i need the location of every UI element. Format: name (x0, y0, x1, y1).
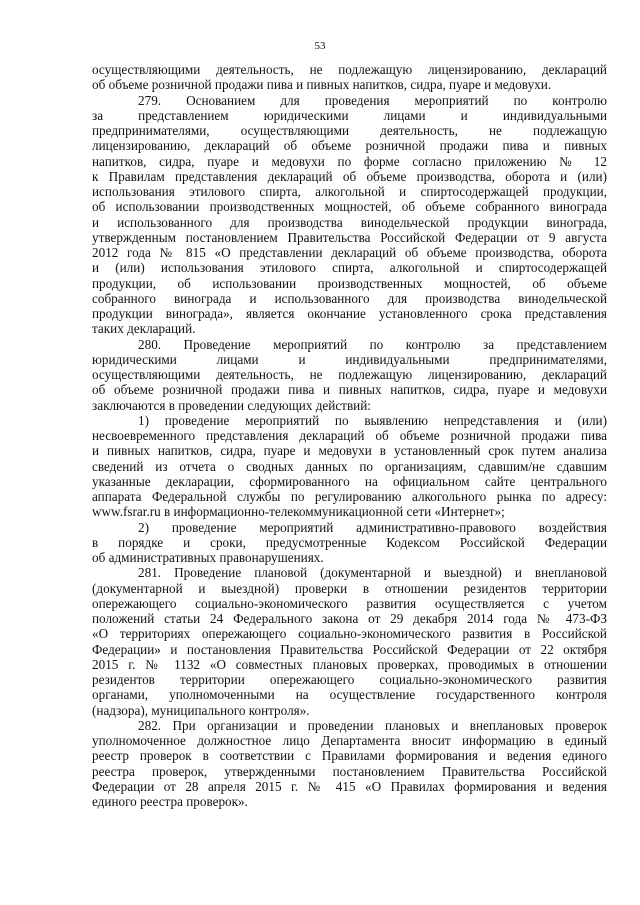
text-line: юридическими лицами и индивидуальными предпринимателями, (92, 351, 607, 367)
text-line: 2015 г. № 1132 «О совместных плановых проверках, проводимых в отношении (92, 656, 607, 672)
text-line: лицензированию, деклараций об объеме розничной продажи пива и пивных (92, 138, 607, 154)
text-line: www.fsrar.ru в информационно-телекоммуникационной сети «Интернет»; (92, 504, 505, 520)
text-line: напитков, сидра, пуаре и медовухи по форме согласно приложению № 12 (92, 153, 607, 169)
text-line: и (или) использования этилового спирта, алкогольной и спиртосодержащей (92, 260, 607, 276)
text-line: и использованного для производства винодельческой продукции винограда, (92, 214, 607, 230)
text-line: и пивных напитков, сидра, пуаре и медовухи в установленный срок путем анализа (92, 443, 607, 459)
text-line: к Правилам представления деклараций об объеме производства, оборота и (или) (92, 168, 607, 184)
text-line: (документарной и выездной) проверки в отношении резидентов территории (92, 580, 607, 596)
paragraph-280 (92, 337, 607, 413)
text-line: аппарата Федеральной службы по регулированию алкогольного рынка по адресу: (92, 489, 607, 504)
text-line: Федерации от 28 апреля 2015 г. № 415 «О Правилах формирования и ведения (92, 778, 607, 794)
text-line: органами, уполномоченными на осуществление государственного контроля (92, 687, 607, 703)
text-line: об административных правонарушениях. (92, 550, 324, 565)
text-line: 2012 года № 815 «О представлении деклараций об объеме производства, оборота (92, 245, 607, 260)
paragraph-cont (92, 62, 607, 93)
text-line: осуществляющими деятельность, не подлежащую лицензированию, деклараций (92, 62, 607, 77)
paragraph-281 (92, 565, 607, 718)
text-line: таких деклараций. (92, 321, 196, 337)
page-number: 53 (314, 40, 326, 52)
text-line: за представлением юридическими лицами и индивидуальными (92, 107, 607, 123)
document-body (92, 62, 607, 809)
text-line: 2) проведение мероприятий административно-правового воздействия (138, 519, 607, 535)
text-line: об объеме розничной продажи пива и пивных напитков, сидра, пуаре и медовухи (92, 382, 607, 398)
text-line: сведений из отчета о сводных данных по организациям, сдавшим/не сдавшим (92, 458, 607, 474)
paragraph-280-2 (92, 520, 607, 566)
text-line: 282. При организации и проведении плановых и внеплановых проверок (138, 717, 607, 733)
text-line: опережающего социально-экономического развития осуществляется с учетом (92, 595, 607, 611)
text-line: уполномоченное должностное лицо Департамента вносит информацию в единый (92, 733, 607, 748)
text-line: 279. Основанием для проведения мероприятий по контролю (138, 92, 607, 108)
text-line: заключаются в проведении следующих действий: (92, 397, 371, 413)
text-line: об объеме розничной продажи пива и пивных напитков, сидра, пуаре и медовухи. (92, 77, 552, 93)
text-line: положений статьи 24 Федерального закона от 29 декабря 2014 года № 473-ФЗ (92, 611, 607, 626)
text-line: «О территориях опережающего социально-экономического развития в Российской (92, 626, 607, 642)
text-line: указанные декларации, сформированного на официальном сайте центрального (92, 473, 607, 489)
text-line: утвержденным постановлением Правительства Российской Федерации от 9 августа (92, 229, 607, 245)
text-line: Федерации» и постановления Правительства Российской Федерации от 22 октября (92, 641, 607, 657)
paragraph-282 (92, 718, 607, 810)
paragraph-280-1 (92, 413, 607, 520)
text-line: осуществляющими деятельность, не подлежащую лицензированию, деклараций (92, 367, 607, 382)
text-line: единого реестра проверок». (92, 794, 248, 809)
text-line: (надзора), муниципального контроля». (92, 702, 310, 718)
text-line: несвоевременного представления деклараций об объеме розничной продажи пива (92, 428, 607, 443)
text-line: реестра проверок, утвержденными постановлением Правительства Российской (92, 763, 607, 779)
text-line: собранного винограда и использованного для производства винодельческой (92, 290, 607, 306)
text-line: в порядке и сроки, предусмотренные Кодексом Российской Федерации (92, 534, 607, 550)
text-line: использования этилового спирта, алкогольной и спиртосодержащей продукции, (92, 184, 607, 199)
text-line: продукции винограда», является окончание установленного срока представления (92, 306, 607, 321)
text-line: 281. Проведение плановой (документарной и выездной) и внеплановой (138, 565, 607, 581)
text-line: 280. Проведение мероприятий по контролю за представлением (138, 336, 607, 352)
paragraph-279 (92, 93, 607, 337)
text-line: об использовании производственных мощностей, об объеме собранного винограда (92, 199, 607, 215)
text-line: предпринимателями, осуществляющими деятельность, не подлежащую (92, 123, 607, 138)
text-line: 1) проведение мероприятий по выявлению непредставления и (или) (138, 412, 607, 428)
text-line: реестр проверок в соответствии с Правилами формирования и ведения единого (92, 748, 607, 764)
text-line: продукции, об использовании производственных мощностей, об объеме (92, 275, 607, 291)
text-line: резидентов территории опережающего социально-экономического развития (92, 672, 607, 687)
